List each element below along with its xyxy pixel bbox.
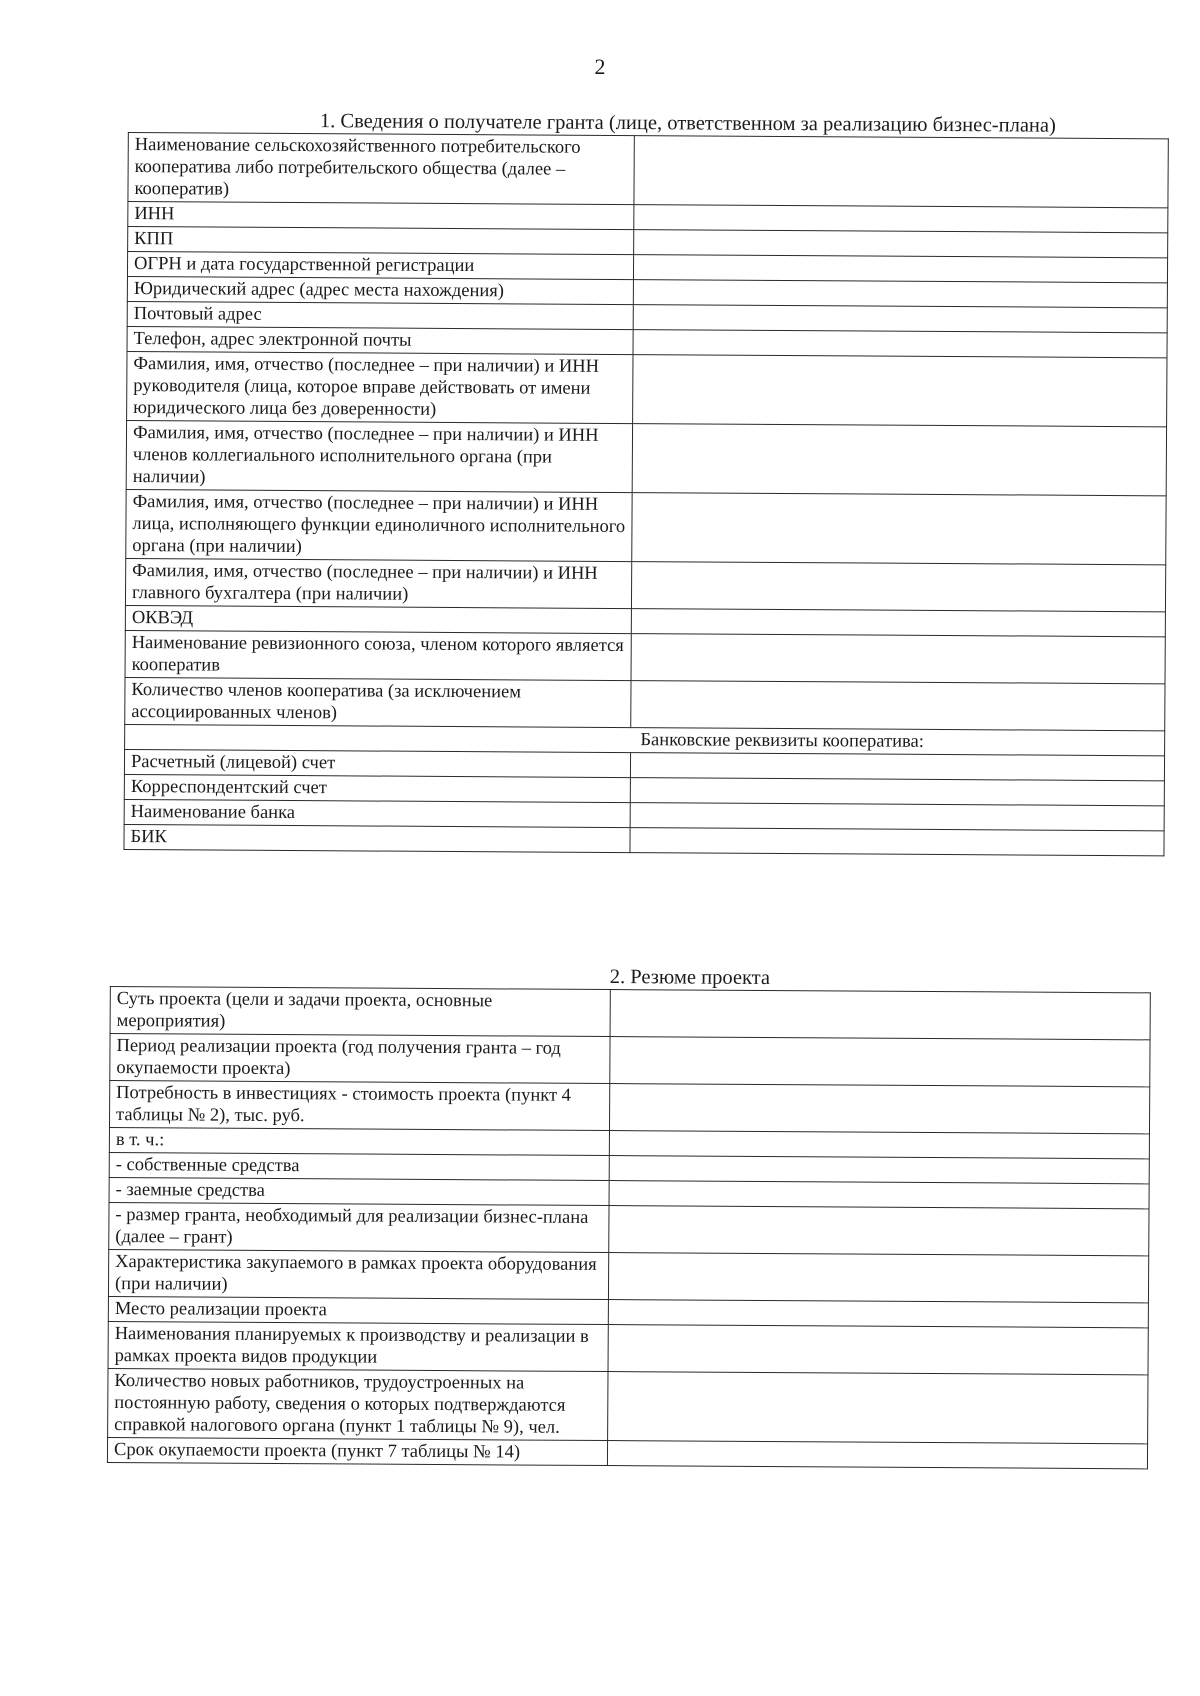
value-cell[interactable] — [630, 753, 1164, 781]
value-cell[interactable] — [607, 1441, 1147, 1469]
value-cell[interactable] — [632, 493, 1166, 565]
page-number: 2 — [594, 54, 606, 79]
value-cell[interactable] — [608, 1253, 1148, 1303]
value-cell[interactable] — [609, 1156, 1149, 1184]
value-cell[interactable] — [608, 1325, 1148, 1375]
row-label: Период реализации проекта (год получения гранта – год окупаемости проекта) — [110, 1034, 610, 1084]
row-label: Юридический адрес (адрес места нахождения) — [127, 276, 633, 304]
value-cell[interactable] — [633, 305, 1167, 333]
recipient-info-table — [123, 132, 1168, 856]
row-label: Наименование ревизионного союза, членом которого является кооператив — [125, 630, 631, 680]
row-label: Фамилия, имя, отчество (последнее – при наличии) и ИНН членов коллегиального исполнительного органа (при наличии) — [126, 420, 632, 492]
value-cell[interactable] — [608, 1372, 1148, 1444]
value-cell[interactable] — [610, 990, 1150, 1040]
row-label: Количество новых работников, трудоустроенных на постоянную работу, сведения о которых подтверждаются справкой налогового органа (пункт 1 таблицы № 9), чел. — [108, 1368, 608, 1440]
value-cell[interactable] — [631, 609, 1165, 637]
row-label: Характеристика закупаемого в рамках проекта оборудования (при наличии) — [108, 1249, 608, 1299]
row-label: Потребность в инвестициях - стоимость проекта (пункт 4 таблицы № 2), тыс. руб. — [109, 1081, 609, 1131]
row-label: Количество членов кооператива (за исключением ассоциированных членов) — [125, 677, 631, 727]
table-row — [110, 987, 1150, 1040]
row-label: Наименование банка — [124, 799, 630, 827]
table-row — [108, 1321, 1148, 1374]
value-cell[interactable] — [633, 355, 1167, 427]
value-cell[interactable] — [609, 1206, 1149, 1256]
value-cell[interactable] — [634, 230, 1168, 258]
bank-details-header: Банковские реквизиты кооператива: — [125, 724, 1165, 755]
value-cell[interactable] — [610, 1037, 1150, 1087]
table-row — [128, 133, 1168, 208]
row-label: Фамилия, имя, отчество (последнее – при наличии) и ИНН руководителя (лица, которое вправе действовать от имени юридического лица без доверенности) — [127, 351, 633, 423]
row-label: Почтовый адрес — [127, 301, 633, 329]
value-cell[interactable] — [631, 681, 1165, 731]
row-label: ОГРН и дата государственной регистрации — [127, 252, 633, 280]
row-label: Телефон, адрес электронной почты — [127, 326, 633, 354]
table-row — [126, 420, 1166, 495]
value-cell[interactable] — [634, 205, 1168, 233]
section-project-summary — [107, 962, 1150, 1469]
value-cell[interactable] — [631, 634, 1165, 684]
table-row — [125, 630, 1165, 683]
value-cell[interactable] — [631, 562, 1165, 612]
value-cell[interactable] — [633, 280, 1167, 308]
value-cell[interactable] — [609, 1084, 1149, 1134]
row-label: Фамилия, имя, отчество (последнее – при наличии) и ИНН лица, исполняющего функции единоличного исполнительного органа (при наличии) — [126, 489, 632, 561]
row-label: БИК — [124, 824, 630, 852]
row-label: - собственные средства — [109, 1152, 609, 1180]
row-label: Наименование сельскохозяйственного потребительского кооператива либо потребительского общества (далее – кооператив) — [128, 133, 634, 205]
table-row — [109, 1202, 1149, 1255]
value-cell[interactable] — [608, 1300, 1148, 1328]
value-cell[interactable] — [630, 778, 1164, 806]
section-recipient-info — [123, 108, 1168, 856]
value-cell[interactable] — [634, 136, 1168, 208]
table-row — [125, 677, 1165, 730]
row-label: Наименования планируемых к производству и реализации в рамках проекта видов продукции — [108, 1321, 608, 1371]
table-row — [108, 1249, 1148, 1302]
value-cell[interactable] — [632, 424, 1166, 496]
table-row — [110, 1034, 1150, 1087]
table-row — [108, 1368, 1148, 1443]
table-row — [125, 558, 1165, 611]
row-label: Суть проекта (цели и задачи проекта, основные мероприятия) — [110, 987, 610, 1037]
table-row — [126, 489, 1166, 564]
project-summary-table — [107, 986, 1151, 1469]
table-row — [107, 1437, 1147, 1468]
row-label: Срок окупаемости проекта (пункт 7 таблицы № 14) — [107, 1437, 607, 1465]
row-label: Фамилия, имя, отчество (последнее – при наличии) и ИНН главного бухгалтера (при наличии) — [125, 558, 631, 608]
row-label: ОКВЭД — [125, 605, 631, 633]
row-label: в т. ч.: — [109, 1128, 609, 1156]
value-cell[interactable] — [633, 255, 1167, 283]
row-label: ИНН — [128, 202, 634, 230]
value-cell[interactable] — [609, 1181, 1149, 1209]
section-title: 1. Сведения о получателе гранта (лице, ответственном за реализацию бизнес-плана) — [319, 110, 1056, 137]
row-label: КПП — [128, 227, 634, 255]
row-label: - размер гранта, необходимый для реализации бизнес-плана (далее – грант) — [109, 1202, 609, 1252]
row-label: Место реализации проекта — [108, 1296, 608, 1324]
value-cell[interactable] — [609, 1131, 1149, 1159]
value-cell[interactable] — [633, 330, 1167, 358]
table-row — [124, 824, 1164, 855]
table-row — [127, 351, 1167, 426]
value-cell[interactable] — [630, 828, 1164, 856]
row-label: - заемные средства — [109, 1177, 609, 1205]
table-row — [109, 1081, 1149, 1134]
value-cell[interactable] — [630, 803, 1164, 831]
section-title: 2. Резюме проекта — [609, 966, 771, 990]
row-label: Расчетный (лицевой) счет — [124, 749, 630, 777]
row-label: Корреспондентский счет — [124, 774, 630, 802]
